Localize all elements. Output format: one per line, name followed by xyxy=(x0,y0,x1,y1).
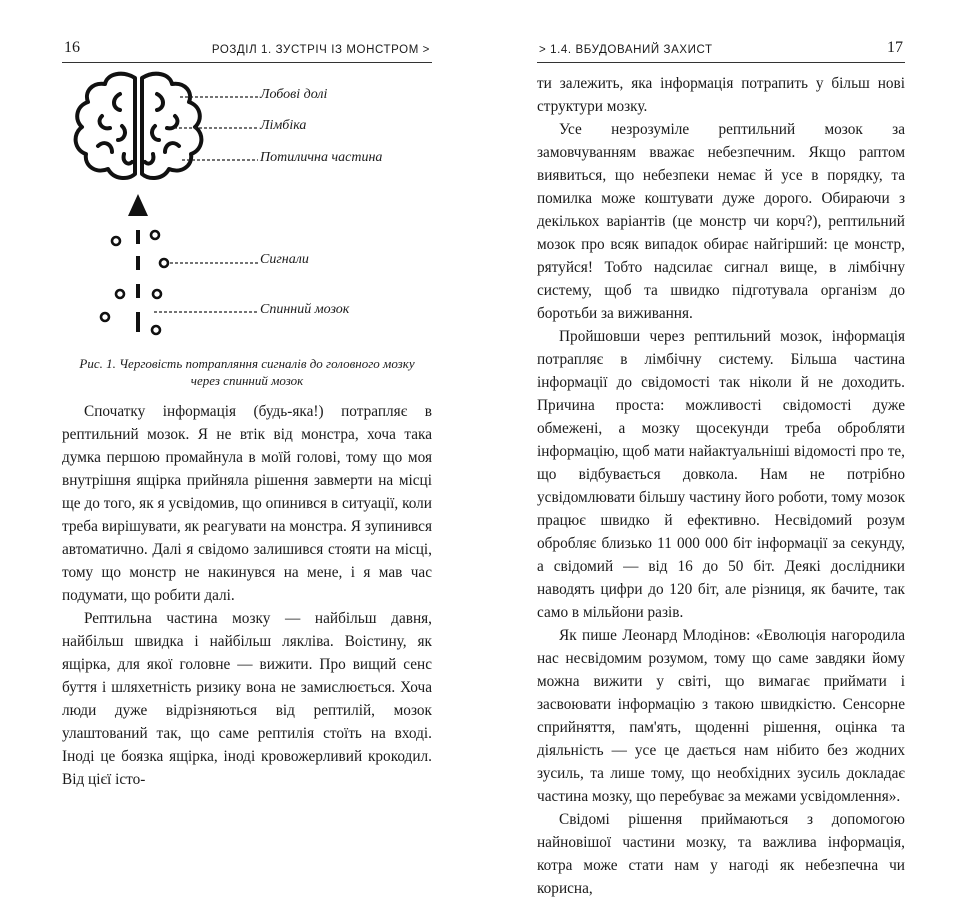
label-occipital: Потилична частина xyxy=(260,150,383,165)
right-header xyxy=(537,40,905,63)
paragraph: Спочатку інформація (будь-яка!) потрапляє в рептильний мозок. Я не втік від монстра, хоча така думка першою промайнула в моїй голові, тому що моя внутрішня ящірка прийняла рішення завмерти на місці ще до того, як я усвідомив, що опинився в ситуації, коли треба вирішувати, як реагувати на монстра. Я зупинився автоматично. Далі я свідомо залишився стояти на місці, тому що монстр не накинувся на мене, і я мав час подумати, що робити далі. xyxy=(62,403,432,604)
right-page-number: 17 xyxy=(887,39,903,56)
signal-dot xyxy=(152,326,160,334)
right-running-head: > 1.4. ВБУДОВАНИЙ ЗАХИСТ xyxy=(539,44,713,56)
figure-caption xyxy=(62,355,432,389)
signal-dot xyxy=(153,290,161,298)
brain-figure xyxy=(62,70,432,360)
signal-dot xyxy=(116,290,124,298)
label-limbic: Лімбіка xyxy=(260,118,307,133)
right-body-text xyxy=(537,72,905,900)
signal-dot xyxy=(160,259,168,267)
left-header xyxy=(62,40,432,63)
left-page xyxy=(0,0,485,788)
signal-dot xyxy=(151,231,159,239)
paragraph: Пройшовши через рептильний мозок, інформація потрапляє в лімбічну систему. Більша частина інформації до свідомості так ніколи й не доходить. Причина проста: можливості свідомості дуже обмежені, а мозку щосекунди треба обробляти інформацію, щоб мати найактуальніші відомості про те, що відбувається довкола. Нам не потрібно усвідомлювати більшу частину його роботи, тому мозок працює швидко й ефективно. Несвідомий розум обробляє близько 11 000 000 біт інформації за секунду, а свідомий — від 16 до 50 біт. Деякі дослідники наводять цифри до 120 біт, але різниця, як бачите, так само в мільйони разів. xyxy=(537,328,905,621)
label-frontal-lobes: Лобові долі xyxy=(260,87,328,102)
caption-line-2: через спинний мозок xyxy=(190,373,304,388)
arrow-head xyxy=(128,194,148,216)
label-signals: Сигнали xyxy=(260,252,309,267)
signal-dot xyxy=(101,313,109,321)
paragraph: Усе незрозуміле рептильний мозок за замовчуванням вважає небезпечним. Якщо раптом виявиться, що небезпеки немає й усе в порядку, та помилка може коштувати дуже дорого. Обираючи з декількох варіантів (це монстр чи корч?), рептильний мозок про всяк випадок обирає найгірший: це монстр, рятуйся! Тобто надсилає сигнал вище, в лімбічну систему, щоб та швидко підготувала організм до боротьби за виживання. xyxy=(537,121,905,322)
brain-diagram xyxy=(62,70,432,360)
paragraph-continuation: ти залежить, яка інформація потрапить у більш нові структури мозку. xyxy=(537,75,905,115)
label-spinal-cord: Спинний мозок xyxy=(260,302,350,317)
left-running-head: РОЗДІЛ 1. ЗУСТРІЧ ІЗ МОНСТРОМ > xyxy=(211,44,430,56)
left-body-text xyxy=(62,400,432,791)
caption-line-1: Рис. 1. Черговість потрапляння сигналів до головного мозку xyxy=(79,356,415,371)
paragraph: Як пише Леонард Млодінов: «Еволюція нагородила нас несвідомим розумом, тому що саме завдяки йому можна вижити у світі, що вимагає приймати і засвоювати інформацію з такою швидкістю. Сенсорне сприйняття, пам'ять, щоденні рішення, оцінка та діяльність — усе це дається нам нібито без жодних зусиль, та лише тому, що необхідних зусиль докладає частина мозку, що перебуває за межами усвідомлення». xyxy=(537,627,905,805)
left-page-number: 16 xyxy=(64,39,80,56)
paragraph: Свідомі рішення приймаються з допомогою найновішої частини мозку, та важлива інформація, котра може стати нам у нагоді як небезпечна чи корисна, xyxy=(537,811,905,897)
right-page xyxy=(485,0,970,897)
paragraph: Рептильна частина мозку — найбільш давня, найбільш швидка і найбільш лякліва. Воістину, як ящірка, для якої головне — вижити. Про вищий сенс буття і шляхетність ризику вона не замислюється. Хоча люди дуже відрізняються від рептилій, мозок улаштований так, що саме рептилія стоїть на вході. Іноді це боязка ящірка, іноді кровожерливий крокодил. Від цієї істо- xyxy=(62,610,432,788)
signal-dot xyxy=(112,237,120,245)
